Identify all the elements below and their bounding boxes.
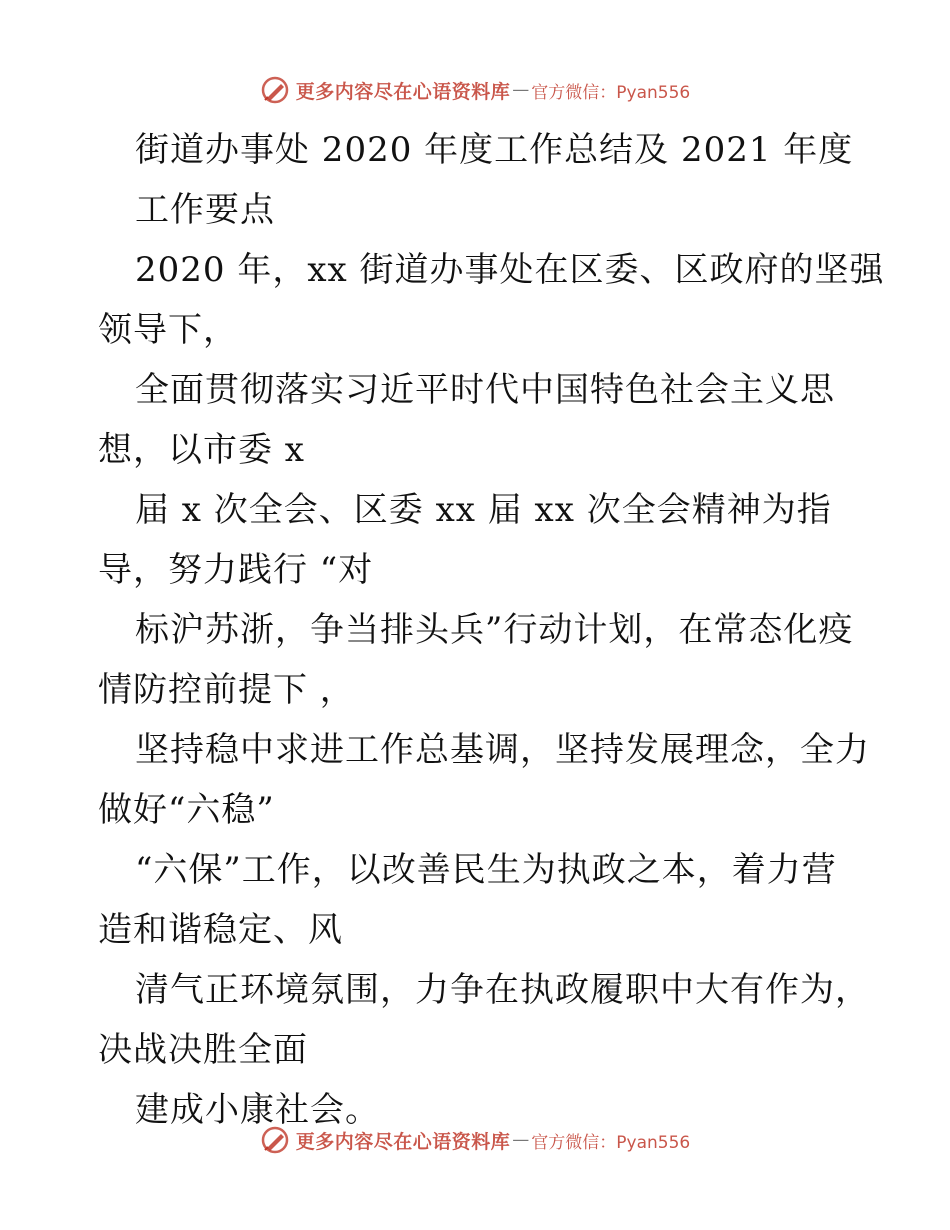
header-banner [0, 70, 950, 110]
paragraph-line: 标沪苏浙，争当排头兵”行动计划，在常态化疫 [135, 610, 854, 650]
banner-text: 更多内容尽在心语资料库 [295, 80, 511, 103]
paragraph-line: 清气正环境氛围，力争在执政履职中大有作为， [135, 970, 870, 1010]
pen-logo-icon [260, 75, 290, 105]
banner-text: 更多内容尽在心语资料库 [295, 1130, 511, 1153]
paragraph-line: 做好“六稳” [98, 790, 275, 830]
paragraph-line: 建成小康社会。 [135, 1090, 380, 1130]
title-line-2: 工作要点 [135, 190, 275, 230]
paragraph-line: 决战决胜全面 [98, 1030, 308, 1070]
banner-dash: — [512, 1130, 530, 1150]
document-body [98, 120, 885, 1140]
paragraph-line: 想，以市委 x [98, 430, 305, 470]
paragraph-line: 导，努力践行 “对 [98, 550, 374, 590]
paragraph-line: 全面贯彻落实习近平时代中国特色社会主义思 [135, 370, 835, 410]
paragraph-line: 2020 年，xx 街道办事处在区委、区政府的坚强 [135, 250, 885, 290]
banner-wechat: 官方微信：Pyan556 [531, 82, 691, 103]
title-line-1: 街道办事处 2020 年度工作总结及 2021 年度 [135, 130, 854, 170]
banner-dash: — [512, 80, 530, 100]
paragraph-line: 造和谐稳定、风 [98, 910, 343, 950]
paragraph-line: “六保”工作，以改善民生为执政之本，着力营 [135, 850, 837, 890]
footer-banner [0, 1120, 950, 1160]
paragraph-line: 情防控前提下 ， [98, 670, 355, 710]
banner-wechat: 官方微信：Pyan556 [531, 1132, 691, 1153]
paragraph-line: 届 x 次全会、区委 xx 届 xx 次全会精神为指 [135, 490, 832, 530]
paragraph-line: 领导下， [98, 310, 238, 350]
paragraph-line: 坚持稳中求进工作总基调，坚持发展理念，全力 [135, 730, 870, 770]
pen-logo-icon [260, 1125, 290, 1155]
